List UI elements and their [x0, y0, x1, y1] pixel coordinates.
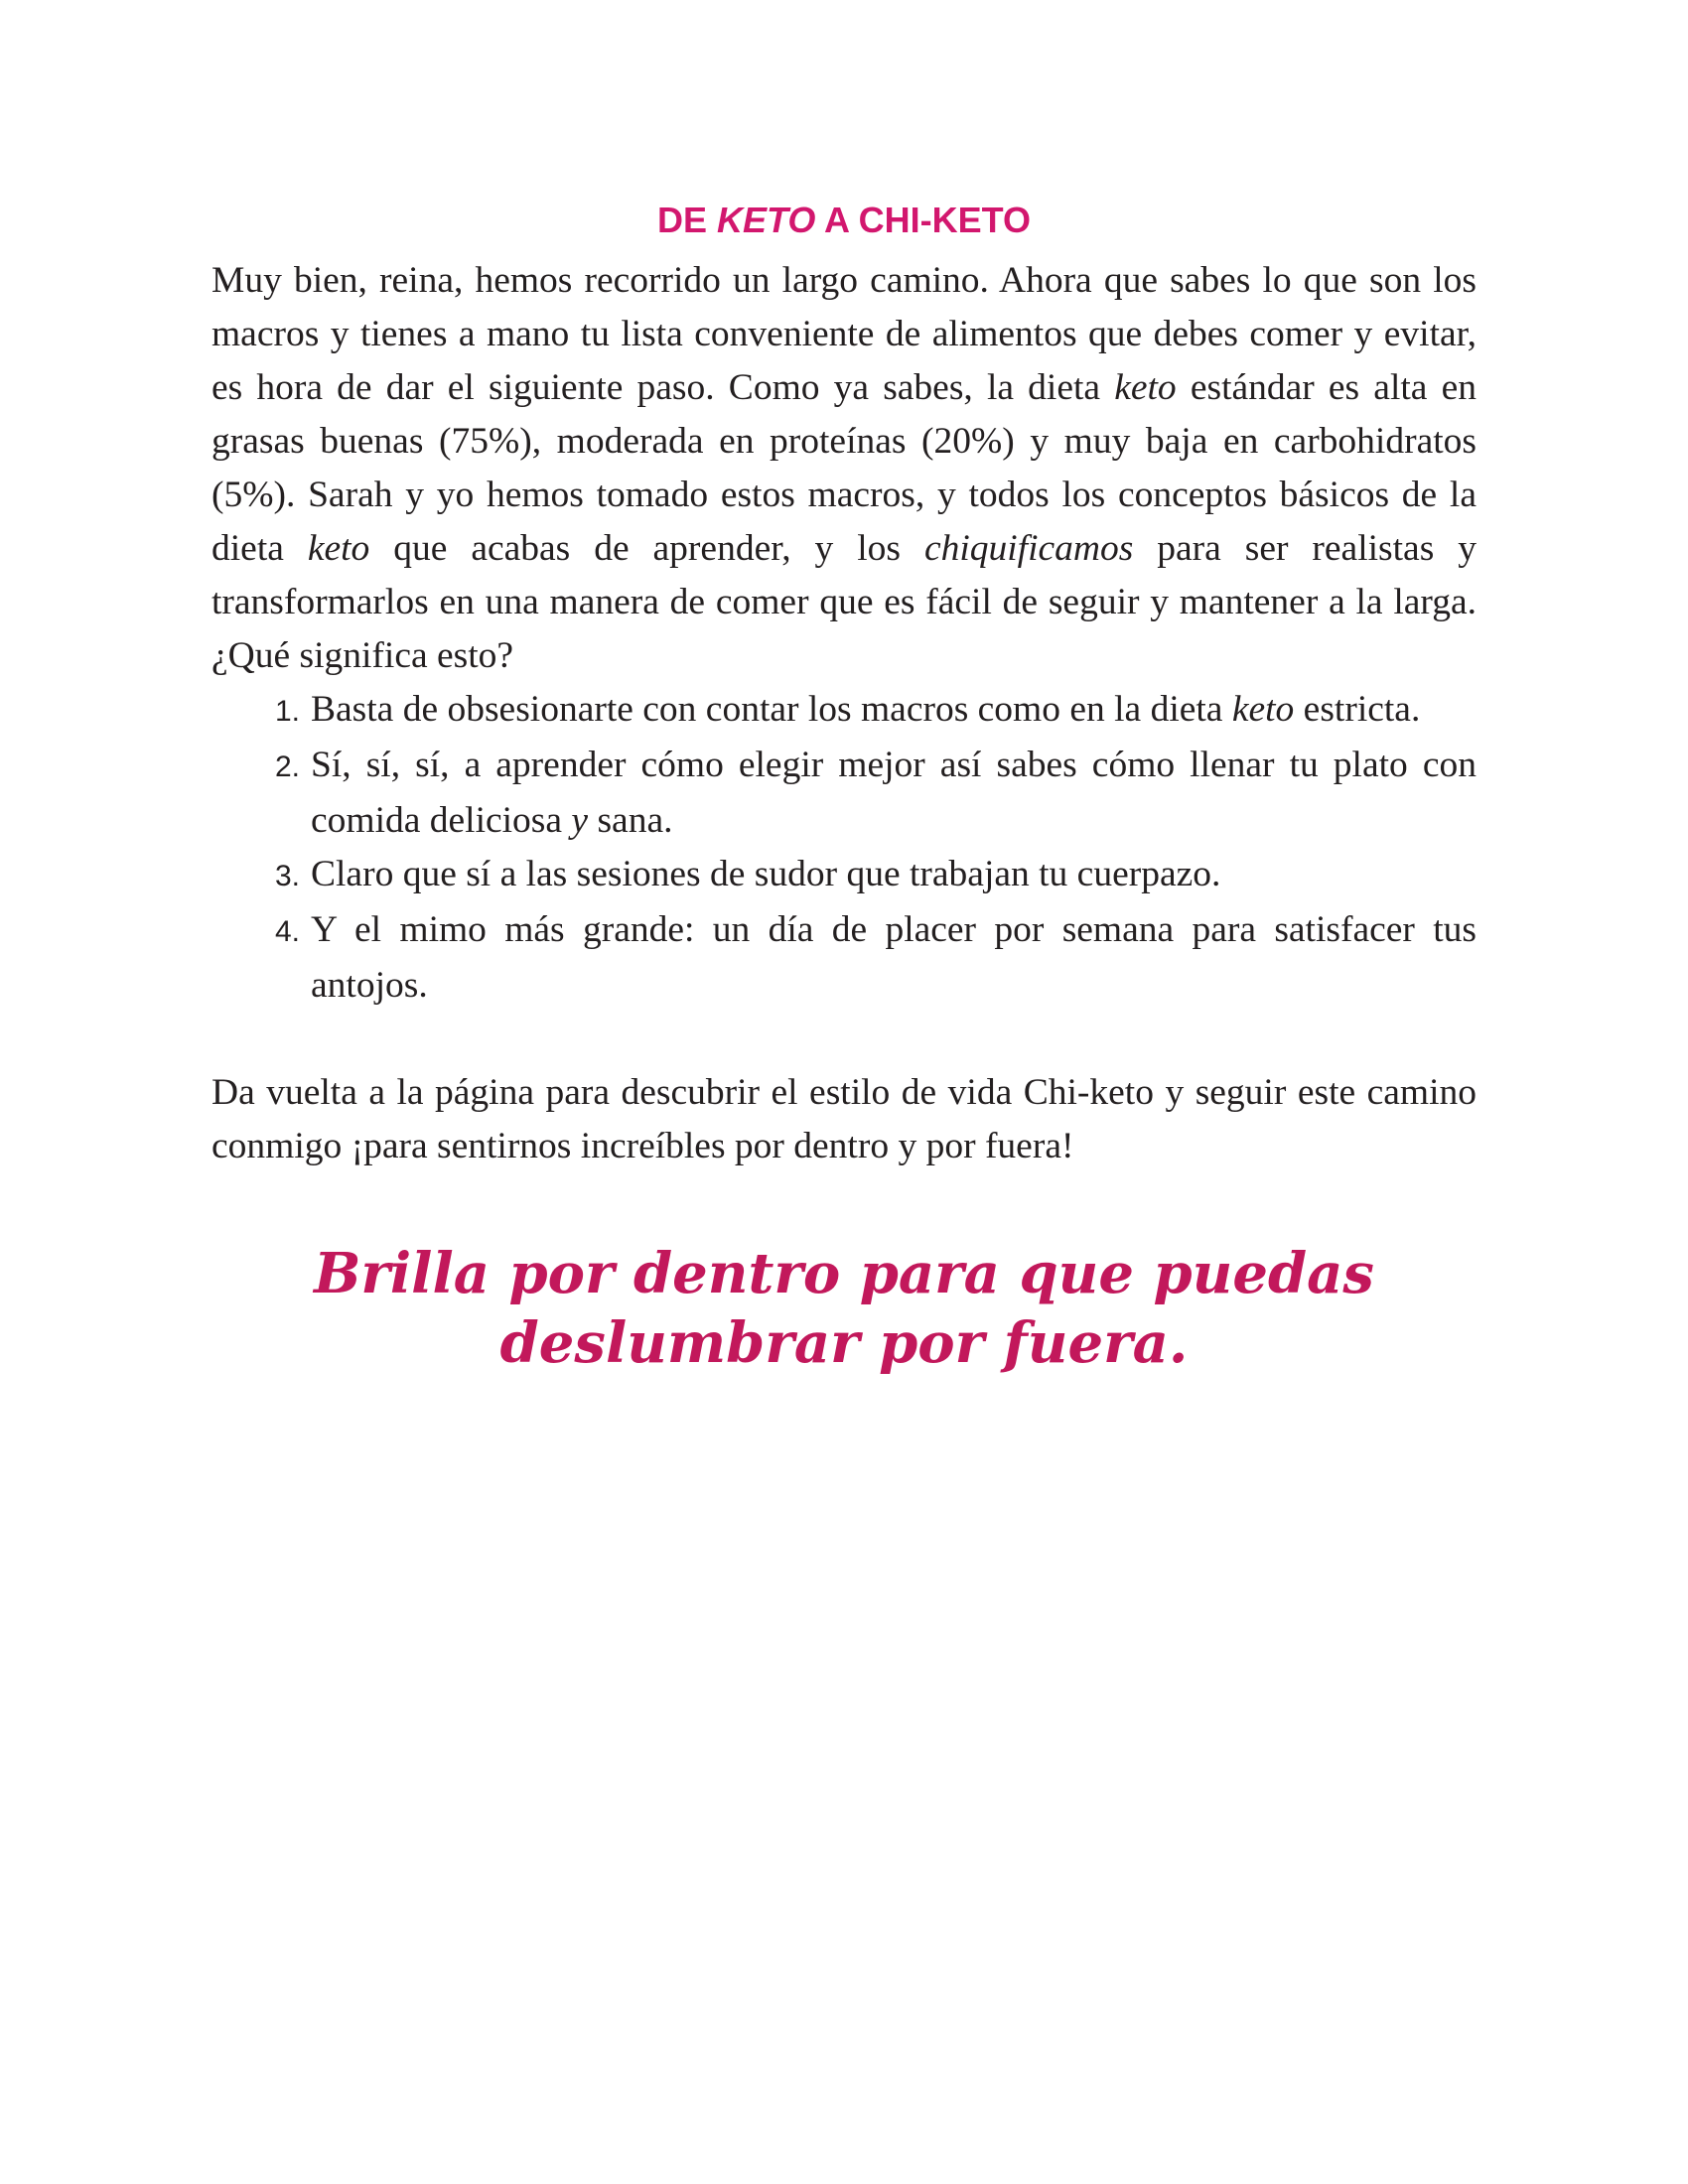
intro-italic-1: keto [1114, 367, 1177, 408]
list-item-text: Y el mimo más grande: un día de placer por semana para satisfacer tus antojos. [311, 909, 1477, 1006]
numbered-list [211, 683, 1477, 1013]
pull-quote [211, 1239, 1477, 1378]
intro-text-4: para ser realistas y transformarlos en una manera de comer que es fácil de seguir y mantener a la larga. ¿Qué significa esto? [211, 528, 1477, 676]
list-item-text: Claro que sí a las sesiones de sudor que trabajan tu cuerpazo. [311, 854, 1221, 894]
closing-paragraph: Da vuelta a la página para descubrir el estilo de vida Chi-keto y seguir este camino conmigo ¡para sentirnos increíbles por dentro y por fuera! [211, 1072, 1477, 1166]
list-item [261, 683, 1477, 739]
intro-paragraph [211, 254, 1477, 683]
intro-text-1: Muy bien, reina, hemos recorrido un largo camino. Ahora que sabes lo que son los macros y tienes a mano tu lista conveniente de alimentos que debes comer y evitar, es hora de dar el siguiente paso. Como ya sabes, la dieta [211, 260, 1477, 408]
intro-text-3: que acabas de aprender, y los [369, 528, 924, 569]
list-item-italic: keto [1231, 689, 1295, 730]
list-item-text: Basta de obsesionarte con contar los macros como en la dieta [311, 689, 1232, 730]
list-number: 2. [275, 751, 301, 783]
list-number: 1. [275, 695, 301, 728]
content-column [211, 195, 1477, 1378]
heading-post: A CHI-KETO [815, 200, 1032, 240]
list-item [261, 903, 1477, 1013]
list-item-text-end: sana. [588, 800, 673, 841]
quote-line-2: deslumbrar por fuera. [499, 1310, 1189, 1376]
heading-pre: DE [656, 200, 717, 240]
list-item [261, 739, 1477, 848]
heading-italic: KETO [716, 200, 816, 240]
intro-text-2: estándar es alta en grasas buenas (75%), moderada en proteínas (20%) y muy baja en carbohidratos (5%). Sarah y yo hemos tomado estos macros, y todos los conceptos básicos de la dieta [211, 367, 1477, 569]
section-heading [211, 195, 1477, 246]
list-item [261, 848, 1477, 903]
list-number: 4. [275, 915, 301, 948]
quote-line-1: Brilla por dentro para que puedas [314, 1241, 1374, 1306]
intro-italic-2: keto [307, 528, 370, 569]
list-number: 3. [275, 860, 301, 892]
list-item-text-end: estricta. [1294, 689, 1421, 730]
list-item-italic: y [571, 800, 589, 841]
list-item-text: Sí, sí, sí, a aprender cómo elegir mejor así sabes cómo llenar tu plato con comida deliciosa [311, 745, 1477, 841]
intro-italic-3: chiquificamos [923, 528, 1134, 569]
